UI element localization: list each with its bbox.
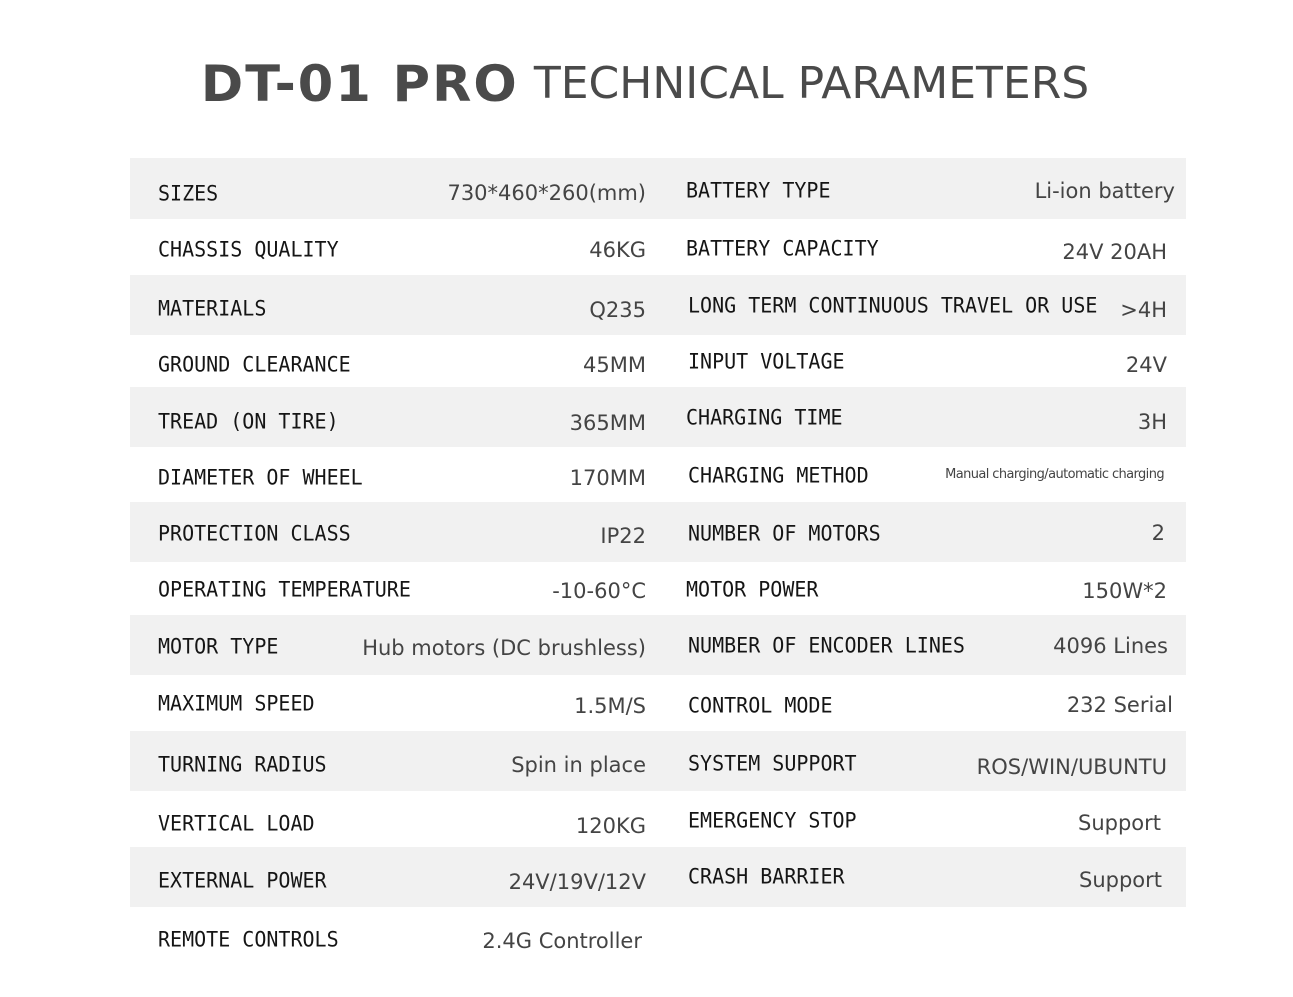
spec-value: 24V (1125, 353, 1167, 377)
spec-value: 24V 20AH (1062, 240, 1167, 264)
spec-label: TREAD (ON TIRE) (158, 408, 339, 434)
spec-label: VERTICAL LOAD (158, 810, 315, 836)
spec-label: MOTOR TYPE (158, 633, 279, 659)
spec-label: NUMBER OF MOTORS (688, 520, 881, 546)
spec-value: 46KG (589, 238, 646, 262)
spec-value: 170MM (569, 466, 646, 490)
spec-value: Li-ion battery (1034, 179, 1175, 203)
spec-value: 365MM (569, 411, 646, 435)
spec-label: CHARGING METHOD (688, 462, 869, 488)
spec-value: 2 (1151, 521, 1165, 545)
spec-value: 1.5M/S (574, 694, 646, 718)
spec-value: Q235 (589, 298, 646, 322)
spec-value: Spin in place (511, 753, 646, 777)
spec-label: GROUND CLEARANCE (158, 351, 351, 377)
spec-label: CONTROL MODE (688, 692, 833, 718)
spec-label: NUMBER OF ENCODER LINES (688, 632, 965, 658)
spec-label: DIAMETER OF WHEEL (158, 464, 363, 490)
spec-value: 120KG (575, 814, 646, 838)
product-name: DT-01 PRO (200, 55, 519, 113)
spec-label: BATTERY CAPACITY (686, 235, 879, 261)
spec-value: Support (1077, 811, 1161, 835)
spec-value: 3H (1137, 410, 1167, 434)
spec-label: OPERATING TEMPERATURE (158, 576, 411, 602)
spec-value: 4096 Lines (1053, 634, 1168, 658)
spec-value: 150W*2 (1082, 579, 1167, 603)
spec-label: REMOTE CONTROLS (158, 926, 339, 952)
spec-label: PROTECTION CLASS (158, 520, 351, 546)
spec-value: >4H (1120, 298, 1167, 322)
spec-label: CHASSIS QUALITY (158, 236, 339, 262)
spec-value: Support (1078, 868, 1162, 892)
spec-value: 2.4G Controller (482, 929, 642, 953)
title-heading: TECHNICAL PARAMETERS (533, 58, 1090, 109)
spec-value: ROS/WIN/UBUNTU (976, 755, 1167, 779)
page-title (0, 52, 1293, 116)
spec-value: IP22 (600, 524, 646, 548)
spec-label: MATERIALS (158, 295, 267, 321)
row-stripe (130, 158, 1186, 219)
spec-label: INPUT VOLTAGE (688, 348, 845, 374)
spec-label: SIZES (158, 180, 219, 206)
spec-value: 232 Serial (1066, 693, 1173, 717)
spec-label: EXTERNAL POWER (158, 867, 327, 893)
spec-value: 45MM (583, 353, 646, 377)
spec-value: 24V/19V/12V (508, 870, 646, 894)
spec-label: SYSTEM SUPPORT (688, 750, 857, 776)
row-stripe (130, 615, 1186, 675)
spec-label: MAXIMUM SPEED (158, 690, 315, 716)
spec-label: LONG TERM CONTINUOUS TRAVEL OR USE (688, 292, 1098, 318)
spec-label: TURNING RADIUS (158, 751, 327, 777)
spec-value: 730*460*260(mm) (447, 181, 646, 205)
spec-label: EMERGENCY STOP (688, 807, 857, 833)
spec-value: Hub motors (DC brushless) (362, 636, 646, 660)
spec-label: CRASH BARRIER (688, 863, 845, 889)
spec-label: CHARGING TIME (686, 404, 843, 430)
spec-value: -10-60°C (552, 579, 646, 603)
spec-label: BATTERY TYPE (686, 177, 831, 203)
spec-value: Manual charging/automatic charging (945, 467, 1164, 482)
spec-label: MOTOR POWER (686, 576, 819, 602)
